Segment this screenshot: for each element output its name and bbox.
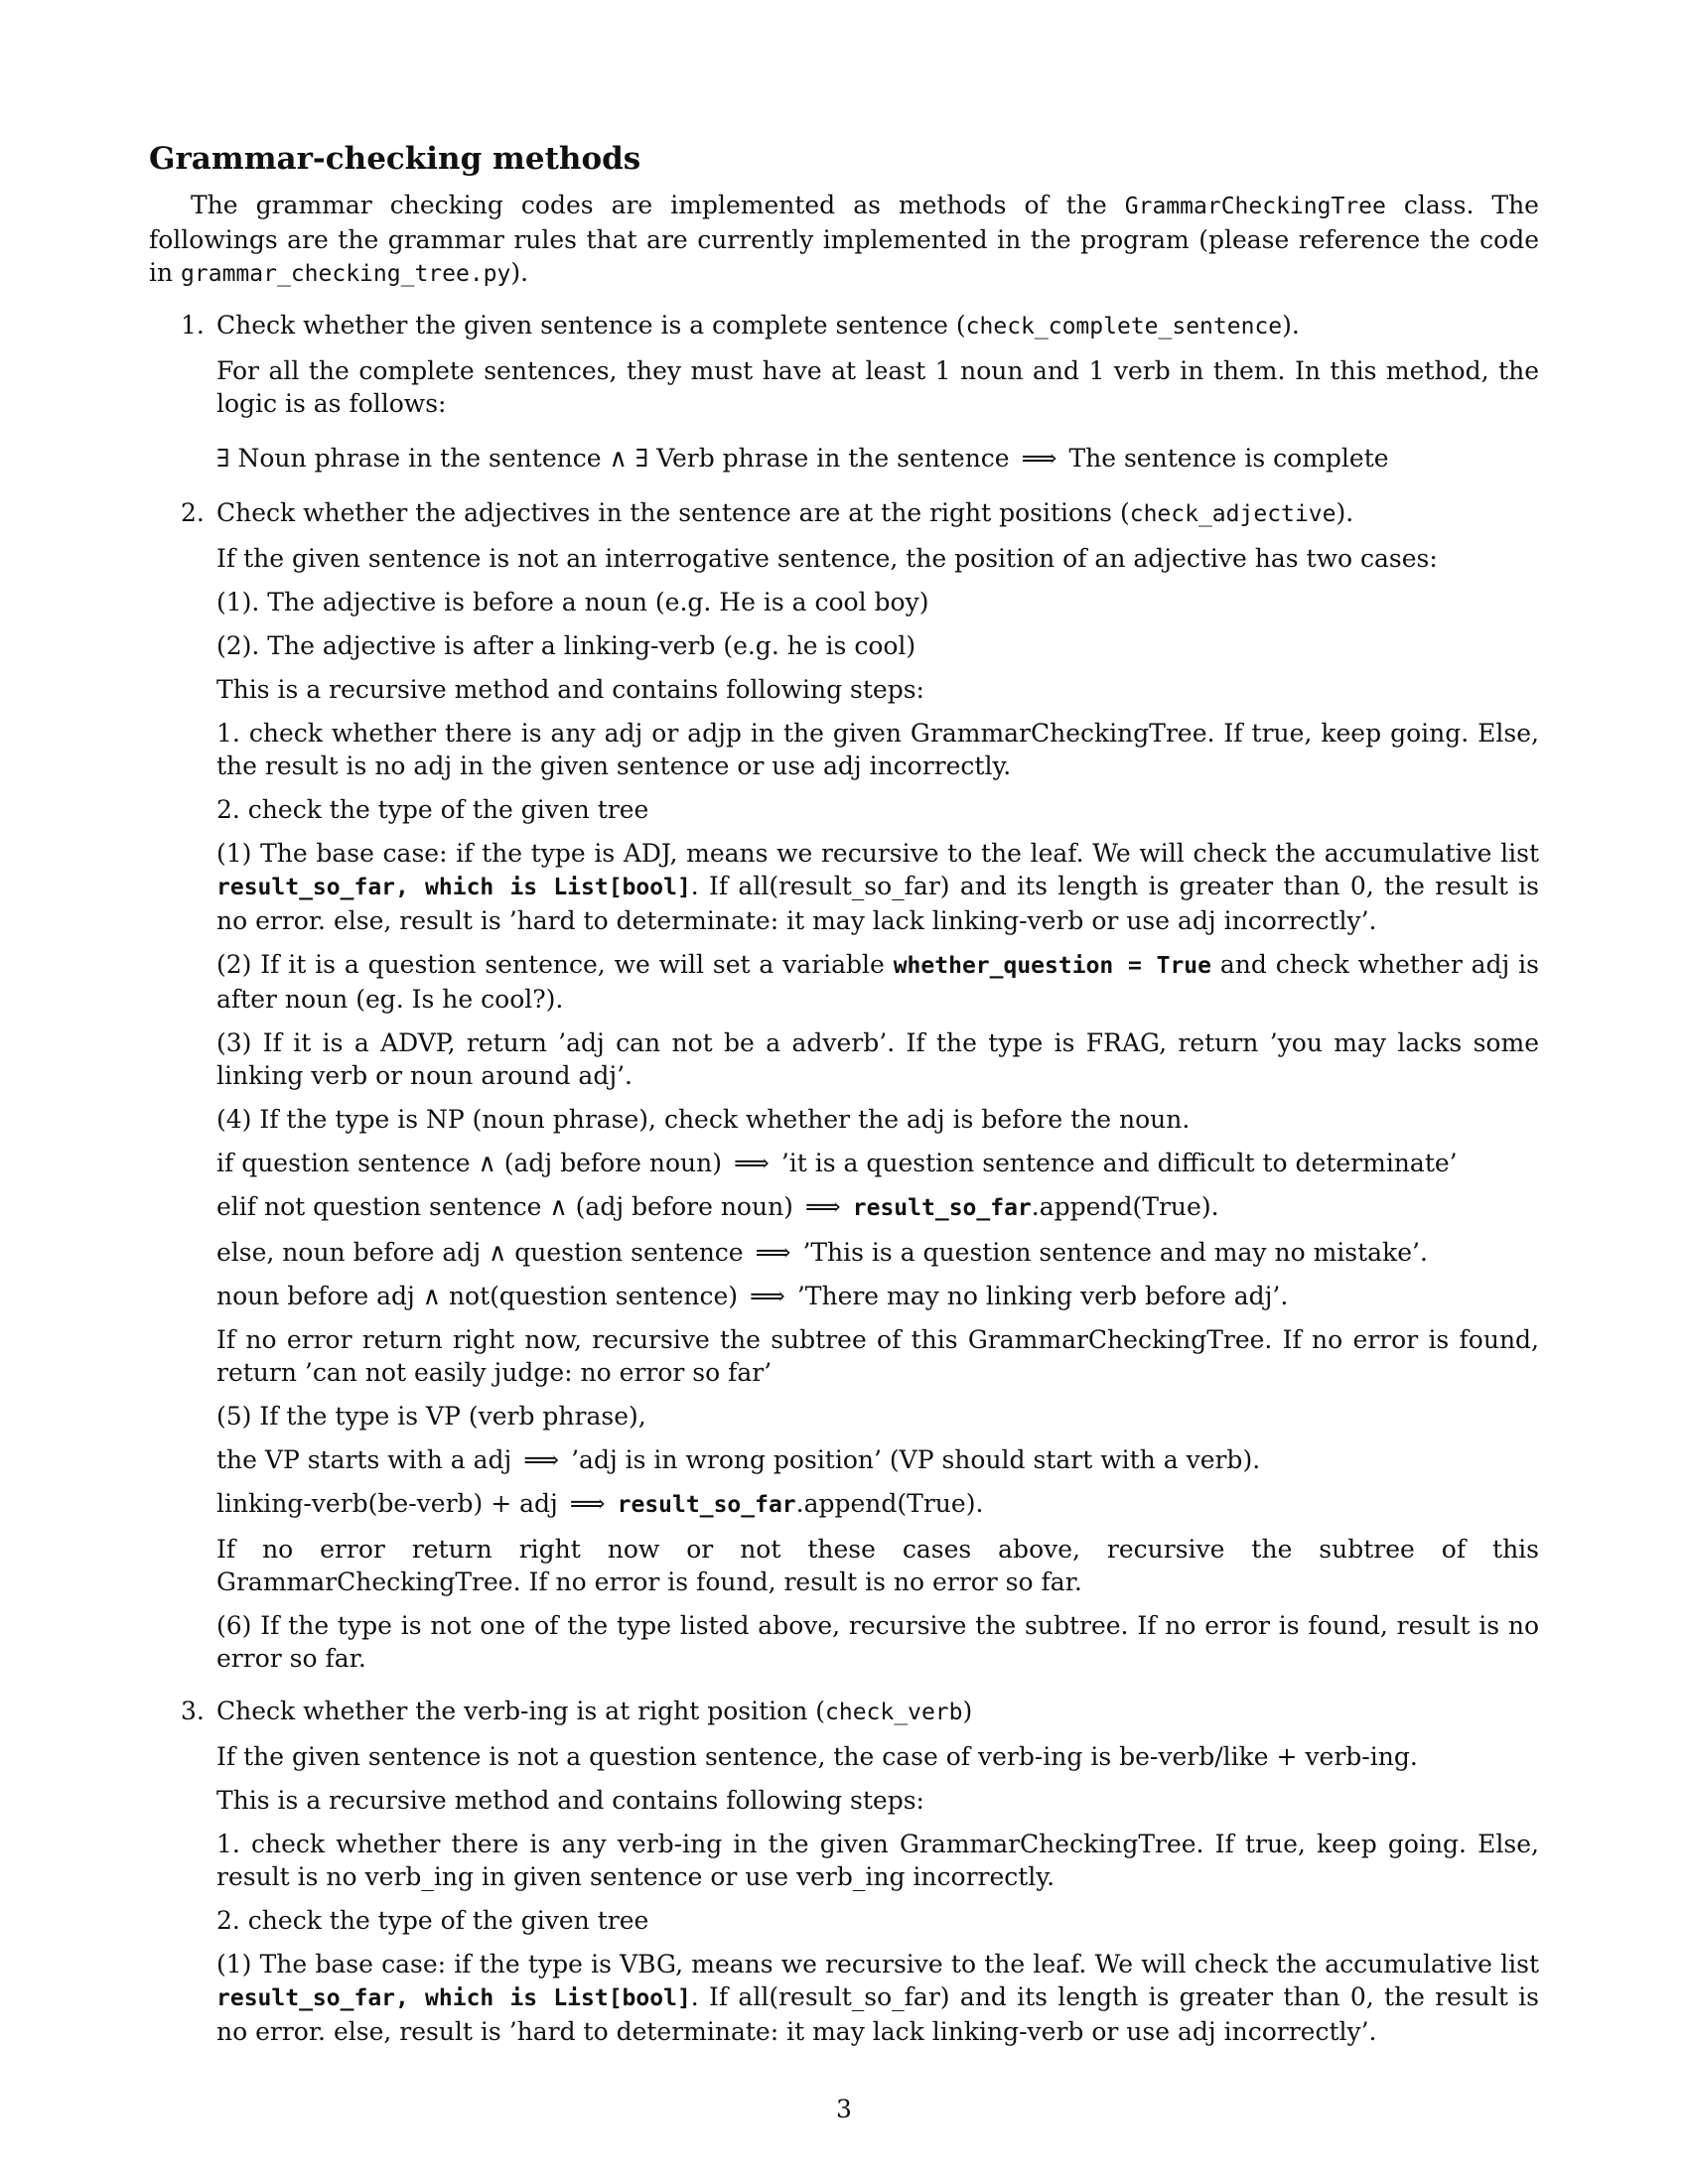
inline-code: whether_question = True	[893, 953, 1211, 979]
text: ’adj is in wrong position’ (VP should start with a verb).	[571, 1445, 1261, 1474]
paragraph: If no error return right now or not these cases above, recursive the subtree of this GrammarCheckingTree. If no error is found, result is no error so far.	[216, 1535, 1539, 1596]
class-name-code: GrammarCheckingTree	[1124, 194, 1386, 219]
list-number: 1.	[181, 311, 205, 340]
inline-code: result_so_far	[852, 1195, 1032, 1221]
rule-line	[216, 1280, 1539, 1312]
logic-formula	[216, 442, 1539, 475]
intro-paragraph	[149, 189, 1539, 291]
list-number: 2.	[181, 498, 205, 527]
inline-code: result_so_far	[617, 1492, 796, 1518]
implies-arrow: ⟹	[1021, 444, 1057, 473]
implies-arrow: ⟹	[569, 1489, 606, 1518]
item-title	[216, 1695, 1539, 1729]
implies-arrow: ⟹	[733, 1149, 770, 1177]
implies-arrow: ⟹	[755, 1238, 791, 1267]
text: ’it is a question sentence and difficult to determinate’	[780, 1149, 1458, 1177]
paragraph: If the given sentence is not an interrogative sentence, the position of an adjective has two cases:	[216, 544, 1438, 573]
paragraph: 1. check whether there is any verb-ing in the given GrammarCheckingTree. If true, keep going. Else, result is no verb_ing in given sentence or use verb_ing incorrectly.	[216, 1830, 1539, 1891]
text: noun before adj ∧ not(question sentence)	[216, 1282, 738, 1310]
text: else, noun before adj ∧ question sentence	[216, 1238, 744, 1267]
intro-text: ).	[510, 258, 529, 287]
rule-line	[216, 1236, 1539, 1269]
method-name-code: check_complete_sentence	[965, 314, 1283, 340]
paragraph: (1). The adjective is before a noun (e.g. He is a cool boy)	[216, 588, 929, 616]
rule-line	[216, 1487, 1539, 1522]
text: elif not question sentence ∧ (adj before noun)	[216, 1192, 793, 1221]
formula-right: The sentence is complete	[1068, 444, 1389, 473]
implies-arrow: ⟹	[750, 1282, 785, 1310]
text: linking-verb(be-verb) + adj	[216, 1489, 558, 1518]
paragraph: 2. check the type of the given tree	[216, 795, 649, 824]
list-item-complete-sentence	[149, 309, 1539, 475]
text: (2) If it is a question sentence, we will set a variable	[216, 950, 894, 979]
rule-line	[216, 1443, 1539, 1476]
paragraph	[216, 1948, 1539, 2048]
text: ’There may no linking verb before adj’.	[796, 1282, 1289, 1310]
list-number: 3.	[181, 1697, 205, 1725]
text: .append(True).	[1031, 1192, 1219, 1221]
document-page	[149, 139, 1539, 2068]
rule-line	[216, 1147, 1539, 1179]
text: .append(True).	[795, 1489, 984, 1518]
paragraph: This is a recursive method and contains following steps:	[216, 1786, 924, 1815]
title-text: Check whether the given sentence is a complete sentence (	[216, 311, 966, 340]
paragraph: (2). The adjective is after a linking-verb (e.g. he is cool)	[216, 631, 916, 660]
paragraph: (6) If the type is not one of the type listed above, recursive the subtree. If no error is found, result is no error so far.	[216, 1611, 1539, 1673]
method-name-code: check_adjective	[1129, 501, 1336, 527]
text: (1) The base case: if the type is VBG, means we recursive to the leaf. We will check the accumulative list	[216, 1950, 1539, 1979]
title-text: Check whether the adjectives in the sentence are at the right positions (	[216, 498, 1130, 527]
inline-code: result_so_far, which is List[bool]	[216, 1985, 691, 2011]
formula-left: ∃ Noun phrase in the sentence ∧ ∃ Verb phrase in the sentence	[216, 444, 1010, 473]
text: . If all(result_so_far) and its length is greater than 0, the result is no error. else, result is ’hard to determinate: it may lack linking-verb or use adj incorrectly’.	[216, 872, 1539, 935]
item-description: For all the complete sentences, they must have at least 1 noun and 1 verb in them. In this method, the logic is as follows:	[216, 356, 1539, 418]
text: ’This is a question sentence and may no mistake’.	[802, 1238, 1428, 1267]
paragraph: (3) If it is a ADVP, return ’adj can not be a adverb’. If the type is FRAG, return ’you may lacks some linking verb or noun around adj’.	[216, 1028, 1539, 1090]
rules-list	[149, 309, 1539, 2048]
rule-line	[216, 1190, 1539, 1225]
intro-text: class. The followings are the grammar rules that are currently implemented in the program (please reference the code in	[149, 191, 1539, 287]
paragraph: 1. check whether there is any adj or adjp in the given GrammarCheckingTree. If true, keep going. Else, the result is no adj in the given sentence or use adj incorrectly.	[216, 719, 1539, 780]
intro-text: The grammar checking codes are implemented as methods of the	[191, 191, 1125, 219]
paragraph: If the given sentence is not a question sentence, the case of verb-ing is be-verb/like + verb-ing.	[216, 1742, 1418, 1771]
title-text: Check whether the verb-ing is at right position (	[216, 1697, 826, 1725]
text: and check whether adj is after noun (eg. Is he cool?).	[216, 950, 1539, 1014]
method-name-code: check_verb	[825, 1700, 963, 1725]
paragraph: (4) If the type is NP (noun phrase), check whether the adj is before the noun.	[216, 1105, 1191, 1134]
text: if question sentence ∧ (adj before noun)	[216, 1149, 722, 1177]
section-heading: Grammar-checking methods	[149, 141, 641, 177]
paragraph: 2. check the type of the given tree	[216, 1906, 649, 1935]
text: the VP starts with a adj	[216, 1445, 512, 1474]
item-title	[216, 496, 1539, 531]
paragraph: If no error return right now, recursive the subtree of this GrammarCheckingTree. If no error is found, return ’can not easily judge: no error so far’	[216, 1325, 1539, 1387]
item-title	[216, 309, 1539, 343]
paragraph: (5) If the type is VP (verb phrase),	[216, 1402, 646, 1431]
page-number: 3	[836, 2095, 852, 2123]
paragraph: This is a recursive method and contains following steps:	[216, 675, 924, 704]
paragraph	[216, 948, 1539, 1016]
title-text: )	[962, 1697, 973, 1725]
inline-code: result_so_far, which is List[bool]	[216, 875, 691, 900]
implies-arrow: ⟹	[523, 1445, 560, 1474]
implies-arrow: ⟹	[804, 1192, 841, 1221]
text: . If all(result_so_far) and its length is greater than 0, the result is no error. else, result is ’hard to determinate: it may lack linking-verb or use adj incorrectly’.	[216, 1982, 1539, 2046]
list-item-check-adjective	[149, 496, 1539, 1675]
paragraph	[216, 837, 1539, 937]
file-name-code: grammar_checking_tree.py	[181, 261, 511, 287]
title-text: ).	[1336, 498, 1354, 527]
list-item-check-verb	[149, 1695, 1539, 2048]
text: (1) The base case: if the type is ADJ, means we recursive to the leaf. We will check the accumulative list	[216, 839, 1539, 868]
title-text: ).	[1282, 311, 1300, 340]
